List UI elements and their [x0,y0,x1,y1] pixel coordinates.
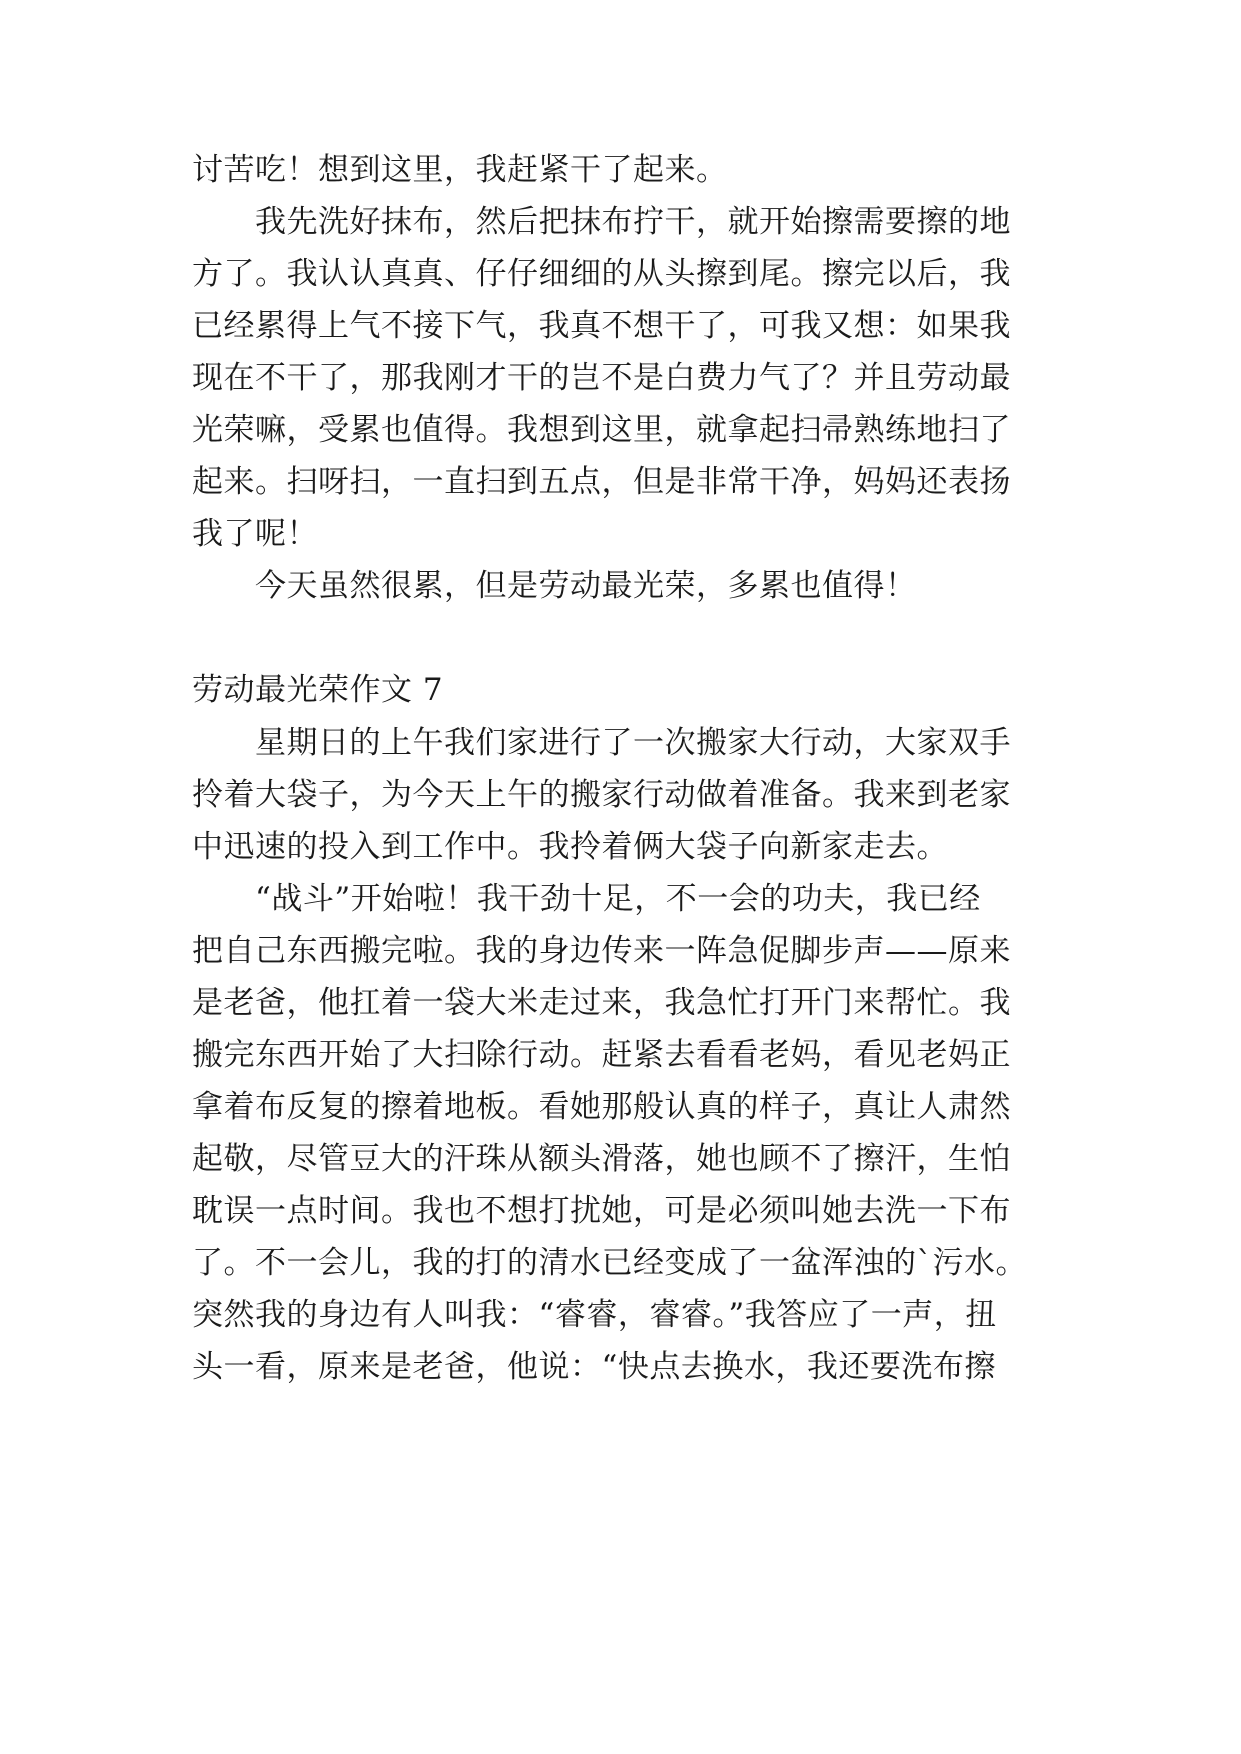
paragraph-line: 突然我的身边有人叫我：“睿睿，睿睿。”我答应了一声，扭 [192,1297,997,1333]
paragraph-line: 拎着大袋子，为今天上午的搬家行动做着准备。我来到老家 [192,777,1011,813]
paragraph-line: 头一看，原来是老爸，他说：“快点去换水，我还要洗布擦 [192,1349,996,1385]
paragraph-line: 中迅速的投入到工作中。我拎着俩大袋子向新家走去。 [192,829,948,865]
paragraph-line: 星期日的上午我们家进行了一次搬家大行动，大家双手 [255,725,1011,761]
paragraph-line: 起来。扫呀扫，一直扫到五点，但是非常干净，妈妈还表扬 [192,464,1011,500]
section-title: 劳动最光荣作文 7 [192,672,444,708]
paragraph-line: 耽误一点时间。我也不想打扰她，可是必须叫她去洗一下布 [192,1193,1011,1229]
paragraph-line: 现在不干了，那我刚才干的岂不是白费力气了？并且劳动最 [192,360,1011,396]
paragraph-line: 已经累得上气不接下气，我真不想干了，可我又想：如果我 [192,308,1011,344]
paragraph-line: 起敬，尽管豆大的汗珠从额头滑落，她也顾不了擦汗，生怕 [192,1141,1011,1177]
paragraph-line: 是老爸，他扛着一袋大米走过来，我急忙打开门来帮忙。我 [192,985,1011,1021]
paragraph-line: 讨苦吃！想到这里，我赶紧干了起来。 [192,152,728,188]
paragraph-line: 今天虽然很累，但是劳动最光荣，多累也值得！ [255,568,917,604]
paragraph-line: 了。不一会儿，我的打的清水已经变成了一盆浑浊的`污水。 [192,1245,1027,1281]
paragraph-line: 搬完东西开始了大扫除行动。赶紧去看看老妈，看见老妈正 [192,1037,1011,1073]
paragraph-line: 把自己东西搬完啦。我的身边传来一阵急促脚步声——原来 [192,933,1011,969]
paragraph-line: 我先洗好抹布，然后把抹布拧干，就开始擦需要擦的地 [255,204,1011,240]
paragraph-line: “战斗”开始啦！我干劲十足，不一会的功夫，我已经 [255,881,981,917]
paragraph-line: 我了呢！ [192,516,318,552]
paragraph-line: 拿着布反复的擦着地板。看她那般认真的样子，真让人肃然 [192,1089,1011,1125]
paragraph-line: 光荣嘛，受累也值得。我想到这里，就拿起扫帚熟练地扫了 [192,412,1011,448]
paragraph-line: 方了。我认认真真、仔仔细细的从头擦到尾。擦完以后，我 [192,256,1011,292]
